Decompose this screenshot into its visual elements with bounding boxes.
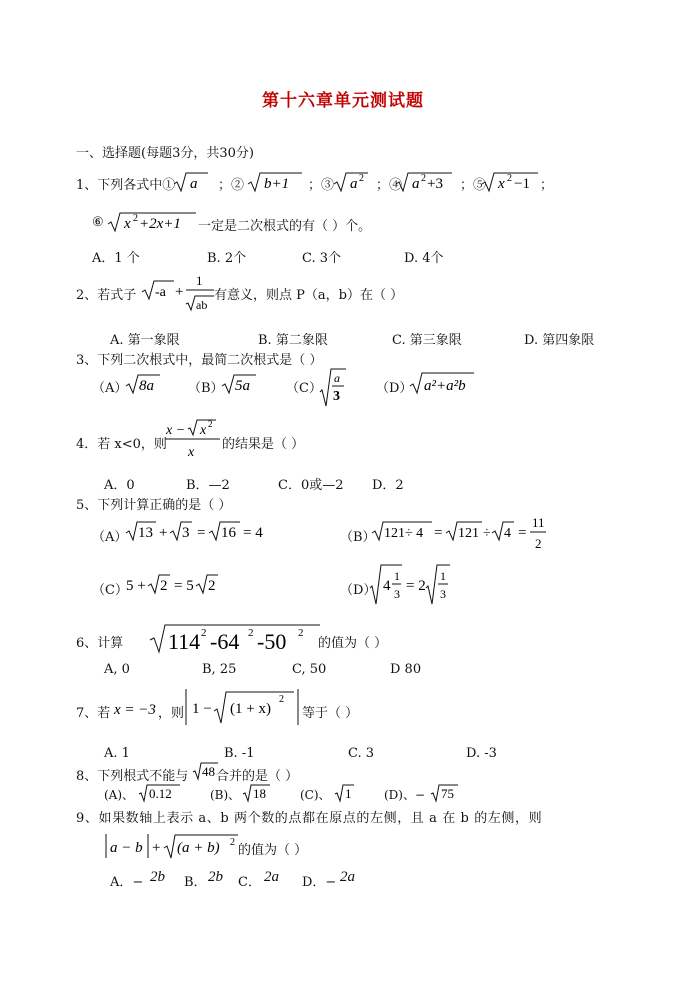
svg-text:13: 13 bbox=[138, 525, 153, 541]
q1-option-d[interactable]: D. 4个 bbox=[404, 251, 444, 266]
q1-option-c[interactable]: C. 3个 bbox=[302, 251, 342, 266]
q1-option-b[interactable]: B. 2个 bbox=[207, 251, 247, 266]
svg-text:2: 2 bbox=[279, 694, 284, 705]
svg-text:x: x bbox=[498, 176, 505, 192]
q6-option-d[interactable]: D 80 bbox=[390, 662, 422, 677]
svg-text:+: + bbox=[152, 840, 161, 856]
q3-text: 3、下列二次根式中，最简二次根式是（ ） bbox=[76, 353, 323, 368]
svg-text:48: 48 bbox=[202, 764, 215, 779]
q6-option-a[interactable]: A, 0 bbox=[104, 662, 130, 677]
svg-text:114: 114 bbox=[168, 629, 201, 654]
svg-text:= 5: = 5 bbox=[174, 578, 194, 594]
q1-sep-5: ；⑤ bbox=[460, 178, 487, 193]
q1-line2-text: 一定是二次根式的有（ ）个。 bbox=[198, 219, 372, 234]
q8-option-b-expr[interactable] bbox=[242, 782, 272, 804]
q7-expr bbox=[184, 687, 304, 729]
q3-option-d-expr[interactable] bbox=[408, 370, 478, 396]
svg-text:4: 4 bbox=[383, 578, 391, 594]
q1-item-6-label: ⑥ bbox=[92, 215, 104, 230]
q5-option-c-expr[interactable] bbox=[124, 572, 224, 598]
svg-text:a: a bbox=[334, 371, 340, 385]
q2-option-b[interactable]: B. 第二象限 bbox=[258, 333, 328, 348]
q2-option-a[interactable]: A. 第一象限 bbox=[110, 333, 180, 348]
q3-option-c-expr[interactable] bbox=[318, 366, 348, 408]
q6-option-b[interactable]: B, 25 bbox=[202, 662, 237, 677]
svg-text:1: 1 bbox=[345, 786, 352, 801]
svg-text:2: 2 bbox=[298, 627, 304, 639]
svg-text:(a + b): (a + b) bbox=[177, 840, 220, 856]
section-heading: 一、选择题(每题3分，共30分) bbox=[76, 146, 254, 161]
q7-option-c[interactable]: C. 3 bbox=[348, 746, 375, 761]
q8-prefix: 8、下列根式不能与 bbox=[76, 769, 189, 784]
q1-expr-2 bbox=[246, 170, 306, 194]
q6-option-c[interactable]: C, 50 bbox=[292, 662, 327, 677]
q9-option-a-label[interactable]: A．− bbox=[110, 875, 144, 890]
q7-option-a[interactable]: A. 1 bbox=[104, 746, 130, 761]
svg-text:4: 4 bbox=[504, 526, 511, 541]
svg-text:+: + bbox=[175, 284, 184, 300]
svg-text:2: 2 bbox=[208, 419, 213, 429]
svg-text:1: 1 bbox=[440, 569, 446, 583]
q1-sep-2: ；② bbox=[218, 178, 245, 193]
svg-text:x: x bbox=[188, 445, 195, 460]
q1-option-a[interactable]: A．1 个 bbox=[92, 251, 140, 266]
svg-text:(1 + x): (1 + x) bbox=[230, 701, 271, 717]
svg-text:=: = bbox=[518, 525, 527, 541]
q1-sep-3: ；③ bbox=[308, 178, 335, 193]
q7-suffix: 等于（ ） bbox=[302, 706, 359, 721]
q4-expr bbox=[164, 418, 226, 464]
q5-option-d-expr[interactable] bbox=[368, 562, 458, 608]
svg-text:= 2: = 2 bbox=[406, 578, 426, 594]
page-title: 第十六章单元测试题 bbox=[262, 91, 424, 111]
q9-option-c-value[interactable]: 2a bbox=[264, 869, 279, 885]
q8-suffix: 合并的是（ ） bbox=[216, 769, 299, 784]
svg-text:2: 2 bbox=[248, 627, 254, 639]
q4-suffix: 的结果是（ ） bbox=[222, 437, 305, 452]
q9-option-b-value[interactable]: 2b bbox=[208, 869, 223, 885]
q8-option-c-expr[interactable] bbox=[334, 782, 356, 804]
q5-option-b-label[interactable]: （B） bbox=[340, 530, 376, 545]
q7-mid: ，则 bbox=[158, 706, 185, 721]
q1-sep-4: ；④ bbox=[376, 178, 403, 193]
q7-option-d[interactable]: D. -3 bbox=[466, 746, 497, 761]
q4-option-b[interactable]: B．—2 bbox=[186, 478, 230, 493]
svg-text:2: 2 bbox=[230, 837, 235, 848]
q1-expr-5 bbox=[480, 170, 544, 194]
svg-text:5a: 5a bbox=[235, 378, 250, 394]
svg-text:2: 2 bbox=[201, 627, 207, 639]
svg-text:3: 3 bbox=[394, 587, 400, 601]
svg-text:8a: 8a bbox=[139, 378, 154, 394]
q1-expr-4 bbox=[394, 170, 456, 194]
q1-expr-3 bbox=[332, 170, 372, 194]
q1-sep-6: ； bbox=[540, 178, 554, 193]
q4-option-a[interactable]: A．0 bbox=[104, 478, 135, 493]
svg-text:+: + bbox=[159, 525, 168, 541]
svg-text:-a: -a bbox=[155, 285, 166, 300]
svg-text:2: 2 bbox=[535, 536, 542, 551]
q9-expr bbox=[104, 832, 254, 862]
svg-text:-50: -50 bbox=[257, 629, 287, 654]
q2-option-c[interactable]: C. 第三象限 bbox=[392, 333, 462, 348]
q5-option-c-label[interactable]: （C） bbox=[92, 583, 128, 598]
q3-option-a-expr[interactable] bbox=[124, 372, 164, 396]
q2-option-d[interactable]: D. 第四象限 bbox=[524, 333, 595, 348]
svg-text:=: = bbox=[197, 525, 206, 541]
q6-suffix: 的值为（ ） bbox=[318, 636, 388, 651]
q8-option-c-label[interactable]: (C)、 bbox=[300, 788, 331, 802]
q5-option-a-label[interactable]: （A） bbox=[92, 530, 128, 545]
svg-text:3: 3 bbox=[182, 525, 190, 541]
svg-text:2: 2 bbox=[421, 173, 426, 184]
q2-expr bbox=[140, 272, 220, 314]
q3-option-d-label[interactable]: （D） bbox=[376, 381, 413, 396]
q5-option-d-label[interactable]: （D） bbox=[340, 583, 377, 598]
svg-text:16: 16 bbox=[221, 525, 236, 541]
svg-text:+3: +3 bbox=[427, 176, 443, 192]
q5-text: 5、下列计算正确的是（ ） bbox=[76, 498, 232, 513]
svg-text:18: 18 bbox=[253, 786, 266, 801]
svg-text:x: x bbox=[124, 216, 131, 232]
svg-text:3: 3 bbox=[440, 587, 446, 601]
q2-prefix: 2、若式子 bbox=[76, 288, 137, 303]
q3-option-c-label[interactable]: （C） bbox=[286, 381, 322, 396]
q9-option-d-value[interactable]: 2a bbox=[340, 869, 355, 885]
q9-option-c-label[interactable]: C． bbox=[238, 875, 261, 890]
svg-text:3: 3 bbox=[333, 389, 340, 404]
q5-option-a-expr[interactable] bbox=[124, 519, 274, 545]
svg-text:11: 11 bbox=[532, 515, 545, 530]
q4-option-d[interactable]: D．2 bbox=[372, 478, 404, 493]
svg-text:=: = bbox=[434, 525, 443, 541]
q3-option-b-expr[interactable] bbox=[220, 372, 260, 396]
svg-text:x = −3: x = −3 bbox=[114, 702, 156, 718]
svg-text:−1: −1 bbox=[514, 176, 530, 192]
svg-text:1: 1 bbox=[394, 569, 400, 583]
svg-text:ab: ab bbox=[196, 298, 208, 312]
svg-text:0.12: 0.12 bbox=[149, 786, 172, 801]
q1-expr-6 bbox=[106, 210, 198, 234]
svg-text:b+1: b+1 bbox=[264, 176, 290, 192]
q1-expr-1 bbox=[172, 170, 212, 194]
svg-text:= 4: = 4 bbox=[243, 525, 263, 541]
svg-text:x: x bbox=[200, 423, 207, 438]
q9-line1: 9、如果数轴上表示 a、b 两个数的点都在原点的左侧，且 a 在 b 的左侧，则 bbox=[76, 811, 543, 826]
q2-suffix: 有意义，则点 P（a，b）在（ ） bbox=[214, 288, 404, 303]
q9-option-b-label[interactable]: B． bbox=[184, 875, 207, 890]
q3-option-a-label[interactable]: （A） bbox=[92, 381, 128, 396]
svg-text:121: 121 bbox=[458, 526, 479, 541]
svg-text:1 −: 1 − bbox=[192, 701, 212, 717]
svg-text:-64: -64 bbox=[210, 629, 240, 654]
q9-option-d-label[interactable]: D．− bbox=[302, 875, 337, 890]
q7-option-b[interactable]: B. -1 bbox=[224, 746, 255, 761]
q4-prefix: 4．若 x<0，则 bbox=[76, 437, 167, 452]
svg-text:a − b: a − b bbox=[110, 840, 143, 856]
svg-text:75: 75 bbox=[441, 786, 454, 801]
q8-option-a-expr[interactable] bbox=[138, 782, 184, 804]
svg-text:2: 2 bbox=[359, 173, 364, 184]
svg-text:+2x+1: +2x+1 bbox=[139, 216, 181, 232]
svg-text:a²+a²b: a²+a²b bbox=[424, 378, 466, 394]
q9-suffix: 的值为（ ） bbox=[238, 843, 308, 858]
svg-text:2: 2 bbox=[133, 213, 138, 224]
q8-option-b-label[interactable]: (B)、 bbox=[210, 788, 241, 802]
q4-option-c[interactable]: C．0或—2 bbox=[278, 478, 344, 493]
svg-text:5 +: 5 + bbox=[126, 578, 146, 594]
svg-text:1: 1 bbox=[196, 273, 203, 288]
q6-prefix: 6、计算 bbox=[76, 636, 124, 651]
q3-option-b-label[interactable]: （B） bbox=[188, 381, 224, 396]
q8-option-a-label[interactable]: (A)、 bbox=[104, 788, 135, 802]
q8-option-d-expr[interactable] bbox=[430, 782, 460, 804]
svg-text:a: a bbox=[350, 176, 358, 192]
svg-text:2: 2 bbox=[160, 578, 168, 594]
svg-text:a: a bbox=[412, 176, 420, 192]
svg-text:a: a bbox=[190, 176, 198, 192]
q5-option-b-expr[interactable] bbox=[370, 513, 560, 557]
svg-text:2: 2 bbox=[507, 173, 512, 184]
q1-prefix: 1、下列各式中① bbox=[76, 178, 176, 193]
svg-text:x −: x − bbox=[166, 423, 186, 438]
svg-text:÷: ÷ bbox=[483, 526, 491, 541]
q6-expr bbox=[148, 622, 328, 656]
q7-prefix: 7、若 bbox=[76, 706, 111, 721]
svg-text:121÷ 4: 121÷ 4 bbox=[384, 526, 424, 541]
q8-option-d-label[interactable]: (D)、− bbox=[384, 788, 426, 802]
svg-text:2: 2 bbox=[208, 578, 216, 594]
q9-option-a-value[interactable]: 2b bbox=[150, 869, 165, 885]
